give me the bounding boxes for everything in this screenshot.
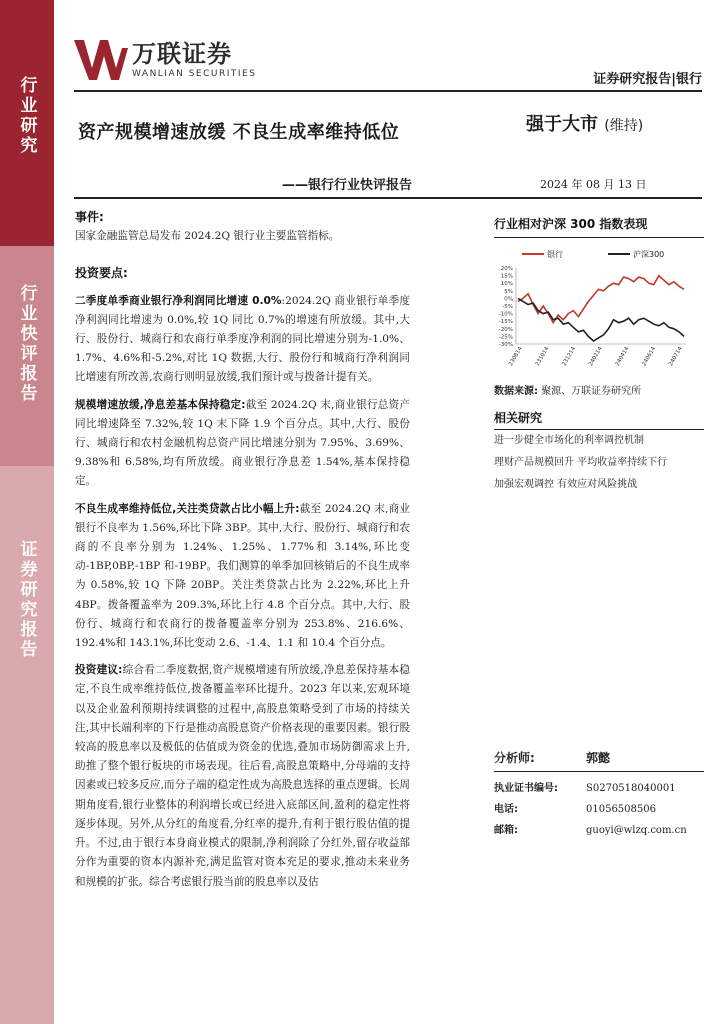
phone-label: 电话:	[494, 804, 518, 815]
side-band	[0, 0, 54, 1024]
chart-heading: 行业相对沪深 300 指数表现	[494, 215, 704, 238]
analyst-label: 分析师:	[494, 751, 535, 765]
point-paragraph	[75, 500, 410, 654]
related-item[interactable]: 进一步健全市场化的利率调控机制	[494, 435, 644, 446]
y-tick-label: 20%	[500, 266, 513, 272]
event-text: 国家金融监管总局发布 2024.2Q 银行业主要监管指标。	[75, 230, 340, 243]
performance-chart	[494, 246, 704, 376]
report-subtitle: ——银行行业快评报告	[282, 178, 413, 193]
point-body: 综合看二季度数据,资产规模增速有所放缓,净息差保持基本稳定,不良生成率维持低位,拨备覆盖率环比提升。2023 年以来,宏观环境以及企业盈利预期持续调整的过程中,高股息策略受到了市场的持续关注,其中长端利率的下行是推动高股息资产价格表现的重要因素。银行股较高的股息率以及极低的估值成为资金的优选,叠加市场防御需求上升,助推了整个银行板块的市场表现。往后看,高股息策略中,分母端的支持因素或已较多反应,而分子端的稳定性成为高股息选择的重点逻辑。长周期角度看,银行业整体的利润增长或已经进入底部区间,盈利的稳定性将逐步体现。另外,从分红的角度看,分红率的提升,有利于银行股估值的提升。不过,由于银行本身商业模式的限制,净利润除了分红外,留存收益部分作为重要的资本内源补充,满足监管对资本充足的要求,推动未来业务和规模的扩张。综合考虑银行股当前的股息率以及估	[75, 664, 410, 888]
y-tick-label: -20%	[498, 326, 513, 333]
source-text: 聚源、万联证券研究所	[541, 386, 642, 397]
x-tick-label: 230814	[508, 346, 524, 368]
y-tick-label: -10%	[498, 311, 513, 318]
license-label: 执业证书编号:	[494, 783, 558, 794]
phone-number: 01056508506	[586, 804, 656, 815]
logo-name-cn: 万联证券	[132, 40, 232, 68]
y-tick-label: 5%	[504, 288, 513, 295]
y-tick-label: -25%	[498, 334, 513, 341]
side-segment-securities-report: 证券研究报告	[0, 466, 54, 1024]
report-date: 2024 年 08 月 13 日	[540, 178, 647, 191]
rating-value: 强于大市	[526, 114, 598, 135]
point-body: 截至 2024.2Q 末,商业银行不良率为 1.56%,环比下降 3BP。其中,大行、股份行、城商行和农商的不良率分别为 1.24%、1.25%、1.77%和 3.14%,环比变动-1BP,0BP,-1BP 和-19BP。我们测算的单季加回核销后的不良生成率为 0.58%,较 1Q 下降 20BP。关注类贷款占比为 2.22%,环比上升 4BP。拨备覆盖率为 209.3%,环比上行 4.8 个百分点。其中,大行、股份行、城商行和农商行的拨备覆盖率分别为 253.8%、216.6%、192.4%和 143.1%,环比变动 2.6、-1.4、1.1 和 10.4 个百分点。	[75, 502, 411, 650]
x-tick-label: 240614	[641, 346, 658, 368]
header-divider	[74, 90, 702, 92]
y-tick-label: 10%	[500, 281, 513, 288]
y-tick-label: -30%	[498, 342, 513, 348]
x-tick-label: 231214	[561, 346, 578, 368]
y-tick-label: -5%	[502, 304, 513, 310]
license-number: S0270518040001	[586, 783, 676, 794]
analyst-info	[494, 748, 704, 841]
rating-note: (维持)	[604, 118, 644, 134]
x-tick-label: 231014	[534, 346, 551, 368]
y-tick-label: 0%	[504, 296, 513, 303]
sidebar-right	[494, 208, 704, 496]
main-content	[75, 208, 410, 900]
related-heading: 相关研究	[494, 409, 704, 430]
point-body: 截至 2024.2Q 末,商业银行总资产同比增速降至 7.32%,较 1Q 末下降 1.9 个百分点。其中,大行、股份行、城商行和农村金融机构总资产同比增速分别为 7.95%、3.69%、9.38%和 6.58%,均有所放缓。商业银行净息差 1.54%,基本保持稳定。	[75, 398, 410, 488]
logo-mark-icon	[74, 38, 128, 82]
phone-row	[494, 799, 704, 820]
series-line	[518, 298, 684, 341]
point-paragraph	[75, 661, 410, 891]
logo-name-en: WANLIAN SECURITIES	[132, 69, 257, 79]
report-title: 资产规模增速放缓 不良生成率维持低位	[78, 122, 400, 143]
point-lead: 规模增速放缓,净息差基本保持稳定:	[75, 398, 246, 411]
source-label: 数据来源:	[494, 386, 538, 397]
email-row	[494, 820, 704, 841]
report-type: 证券研究报告|银行	[593, 72, 702, 87]
point-body: :2024.2Q 商业银行单季度净利润同比增速为 0.0%,较 1Q 同比 0.7%的增速有所放缓。其中,大行、股份行、城商行和农商行单季度净利润的同比增速分别为-1.0%、1.7%、4.6%和-5.2%,对比 1Q 数据,大行、股份行和城商行净利润同比增速有所改善,农商行则明显放缓,我们预计或与拨备计提有关。	[75, 294, 410, 384]
side-segment-flash-report: 行业快评报告	[0, 246, 54, 466]
point-lead: 不良生成率维持低位,关注类贷款占比小幅上升:	[75, 502, 300, 515]
side-segment-industry-research: 行业研究	[0, 0, 54, 246]
series-line	[518, 276, 684, 323]
x-tick-label: 240414	[614, 346, 631, 368]
x-tick-label: 240714	[668, 346, 684, 368]
rating	[526, 110, 643, 136]
email-address[interactable]: guoyi@wlzq.com.cn	[586, 825, 687, 836]
point-lead: 投资建议:	[75, 664, 123, 677]
email-label: 邮箱:	[494, 825, 518, 836]
legend-label: 银行	[547, 250, 563, 259]
event-heading: 事件:	[75, 210, 104, 224]
analyst-name: 郭懿	[586, 751, 611, 765]
analyst-name-row	[494, 748, 704, 772]
license-row	[494, 778, 704, 799]
legend-label: 沪深300	[633, 250, 665, 259]
related-item[interactable]: 理财产品规模回升 平均收益率持续下行	[494, 457, 668, 468]
related-list	[494, 430, 704, 496]
related-item[interactable]: 加强宏观调控 有效应对风险挑战	[494, 479, 638, 490]
y-tick-label: 15%	[500, 273, 513, 280]
chart-svg	[494, 246, 704, 376]
point-lead: 二季度单季商业银行净利润同比增速 0.0%	[75, 294, 282, 307]
company-logo	[74, 38, 256, 82]
y-tick-label: -15%	[498, 319, 513, 326]
data-source	[494, 382, 704, 397]
point-paragraph	[75, 292, 410, 388]
point-paragraph	[75, 396, 410, 492]
x-tick-label: 240214	[588, 346, 604, 368]
title-divider	[74, 197, 702, 199]
points-heading: 投资要点:	[75, 266, 128, 281]
